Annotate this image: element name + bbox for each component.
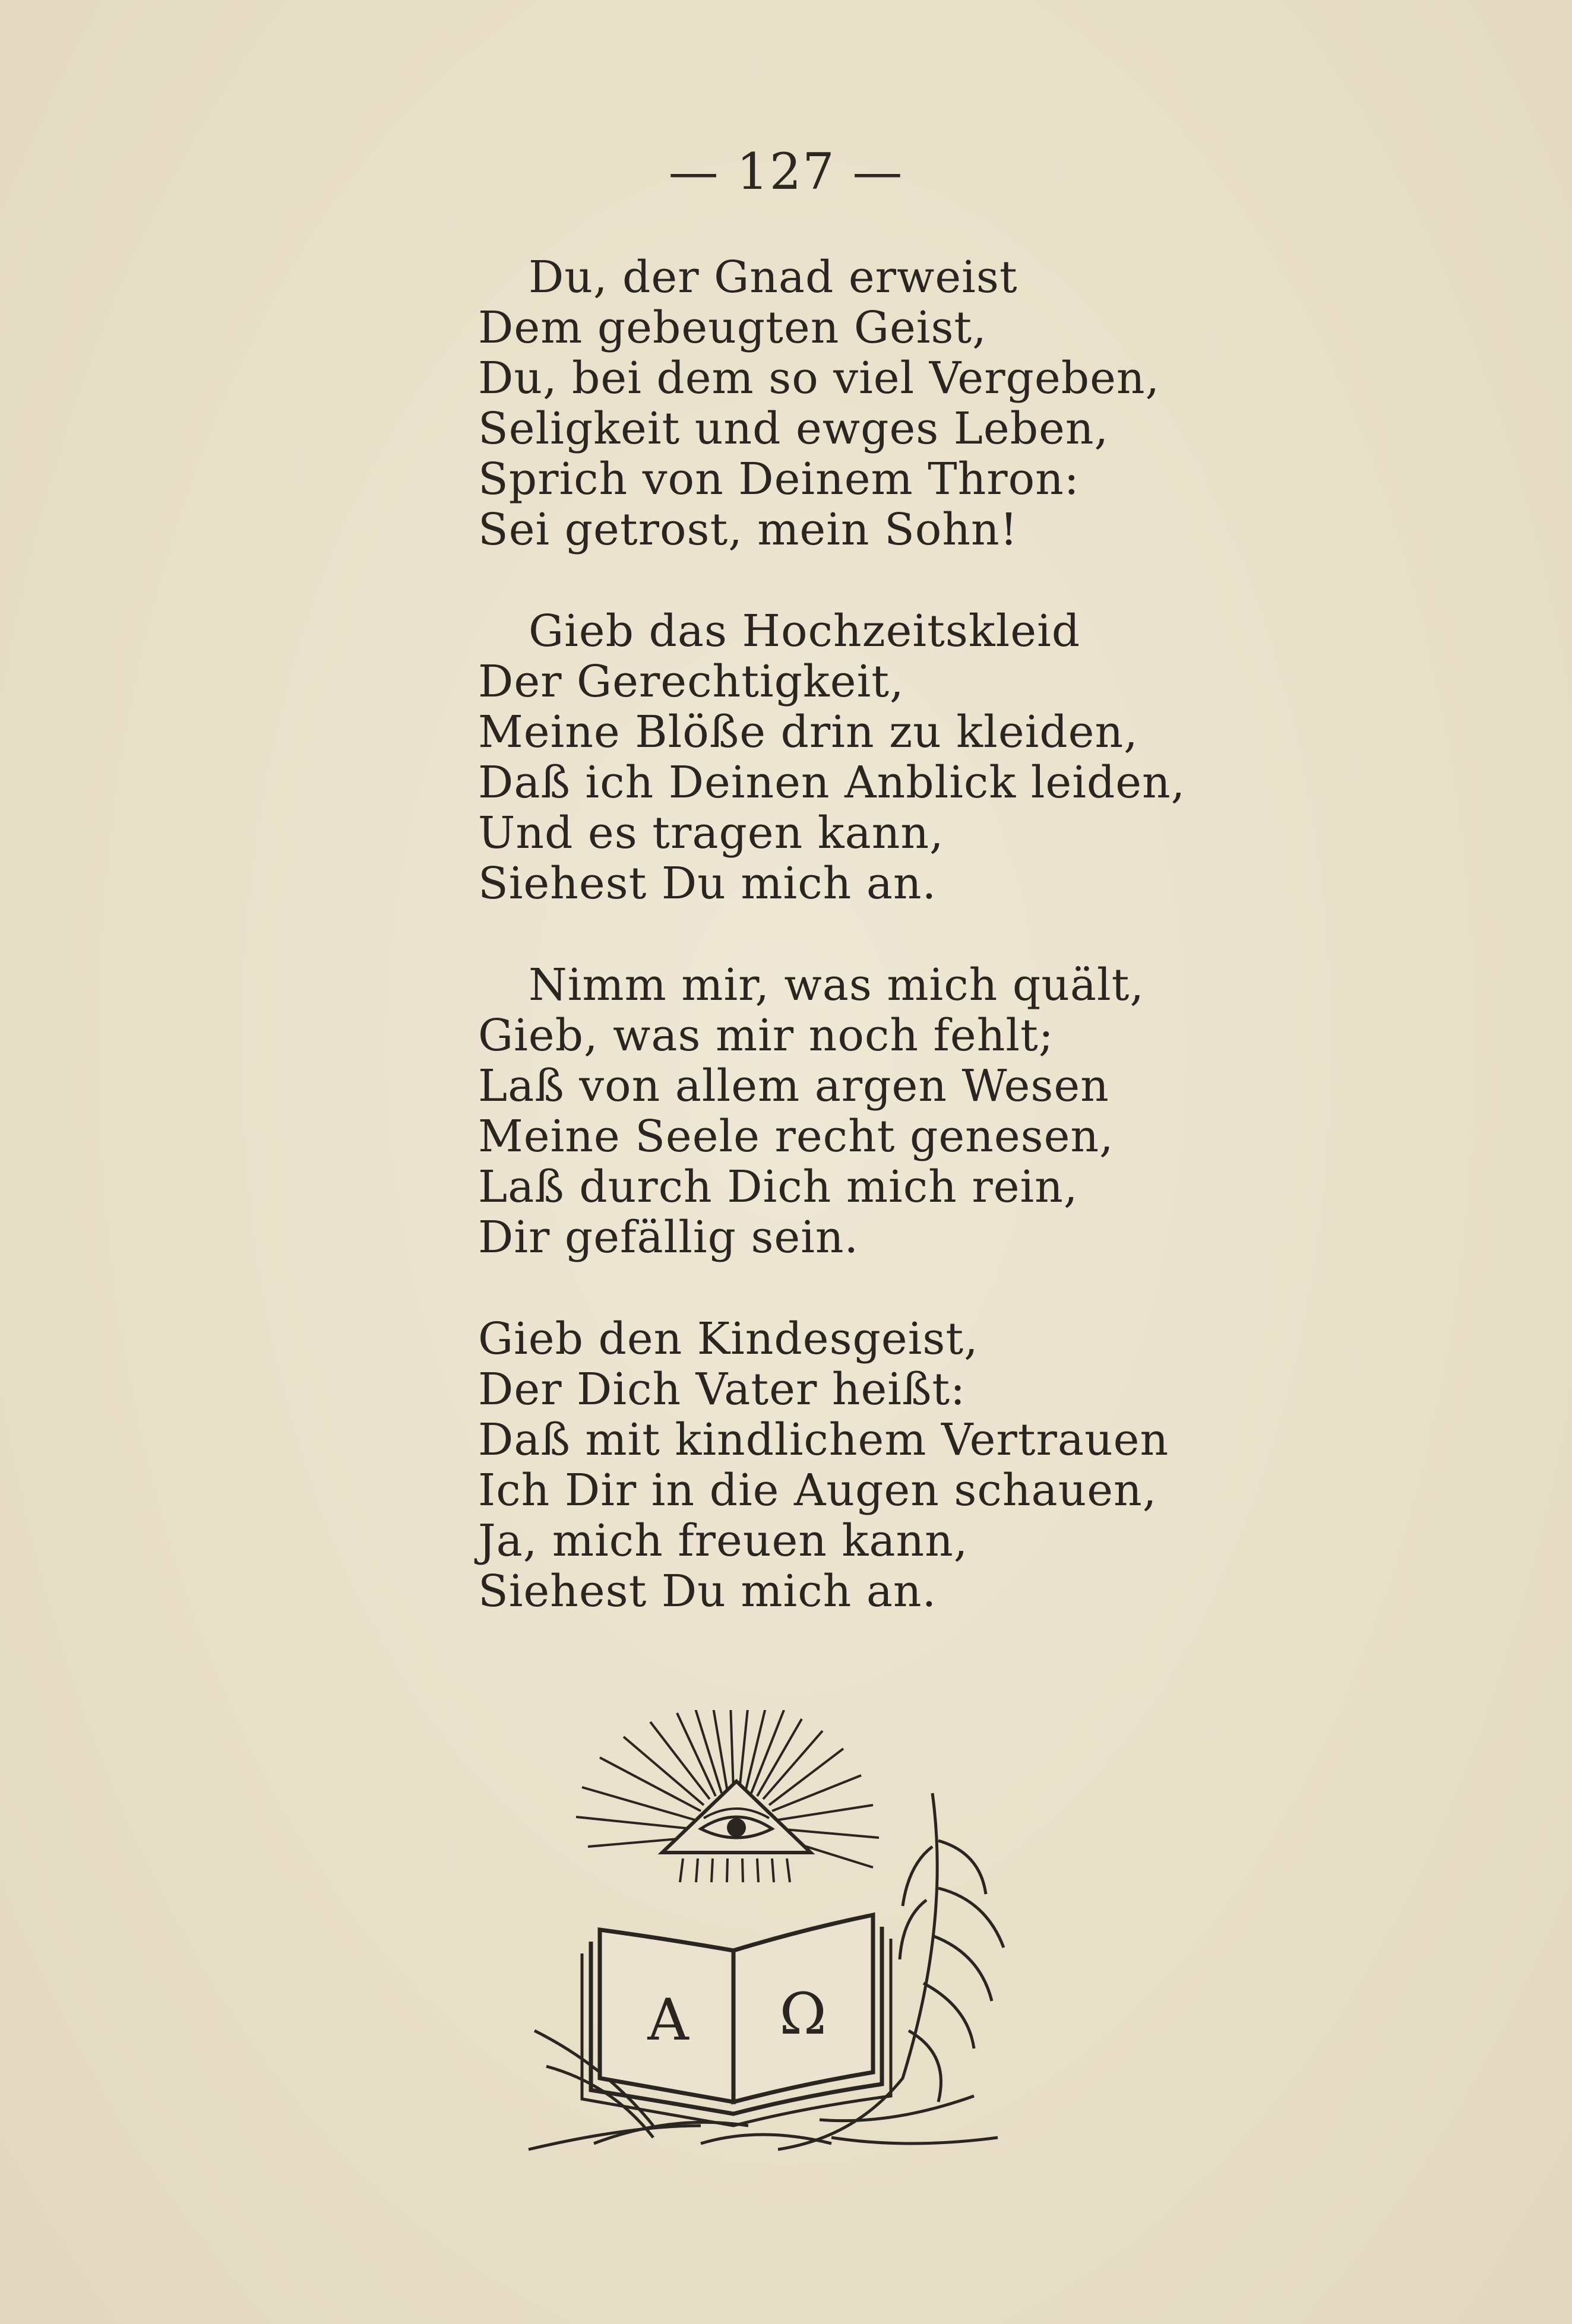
eye-of-providence-book-icon: [523, 1710, 1027, 2161]
alpha-letter: A: [647, 1987, 689, 2053]
poem-line: Du, bei dem so viel Vergeben,: [478, 353, 1160, 404]
stanza-3: [478, 960, 1321, 1263]
poem-line: Meine Blöße drin zu kleiden,: [478, 707, 1138, 758]
poem-line: Der Gerechtigkeit,: [478, 656, 904, 707]
omega-letter: Ω: [779, 1981, 827, 2047]
poem: [478, 252, 1321, 1668]
poem-line: Laß von allem argen Wesen: [478, 1060, 1109, 1112]
poem-line: Siehest Du mich an.: [478, 858, 937, 909]
poem-line: Gieb, was mir noch fehlt;: [478, 1010, 1054, 1061]
open-book-icon: [582, 1915, 891, 2126]
poem-line: Meine Seele recht genesen,: [478, 1111, 1114, 1162]
stanza-2: [478, 606, 1321, 909]
stanza-4: [478, 1314, 1321, 1617]
poem-line: Sei getrost, mein Sohn!: [478, 504, 1019, 555]
poem-line: Siehest Du mich an.: [478, 1566, 937, 1617]
poem-line: Und es tragen kann,: [478, 808, 944, 859]
page-number: — 127 —: [668, 143, 904, 201]
poem-line: Sprich von Deinem Thron:: [478, 454, 1080, 505]
poem-line: Daß ich Deinen Anblick leiden,: [478, 757, 1186, 808]
poem-line: Dem gebeugten Geist,: [478, 302, 987, 353]
poem-line: Ich Dir in die Augen schauen,: [478, 1465, 1157, 1516]
poem-line: Gieb den Kindesgeist,: [478, 1313, 979, 1364]
poem-line: Dir gefällig sein.: [478, 1212, 859, 1263]
poem-line: Ja, mich freuen kann,: [478, 1515, 969, 1566]
poem-line: Der Dich Vater heißt:: [478, 1364, 966, 1415]
poem-line: Laß durch Dich mich rein,: [478, 1161, 1078, 1212]
poem-line: Daß mit kindlichem Vertrauen: [478, 1414, 1169, 1465]
stanza-1: [478, 252, 1321, 555]
poem-line: Seligkeit und ewges Leben,: [478, 403, 1109, 454]
poem-line: Nimm mir, was mich quält,: [529, 960, 1144, 1011]
poem-line: Du, der Gnad erweist: [529, 252, 1018, 303]
poem-line: Gieb das Hochzeitskleid: [529, 606, 1081, 657]
